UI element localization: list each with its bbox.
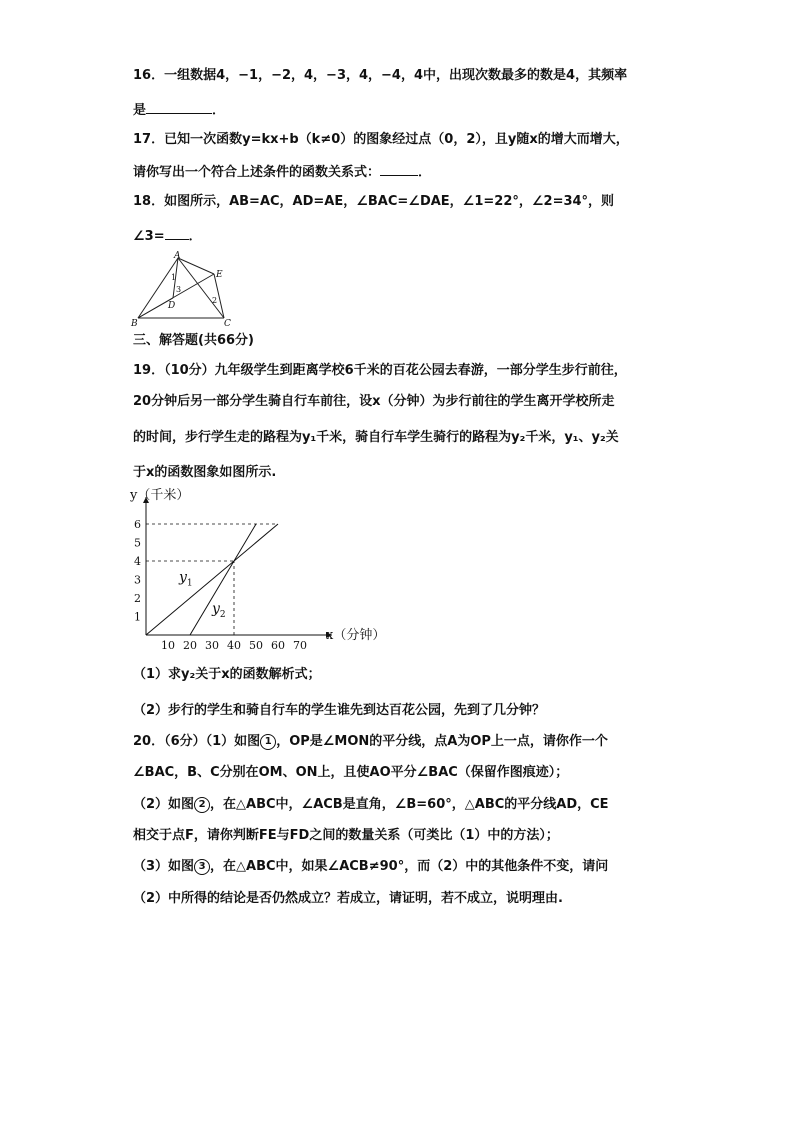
- label-angle3: 3: [176, 285, 182, 294]
- label-d: D: [168, 301, 176, 311]
- q20-line1: [133, 732, 608, 752]
- x-tick-label: 20: [183, 639, 197, 652]
- q16-answer-blank[interactable]: [146, 99, 212, 114]
- q17-answer-blank[interactable]: [380, 161, 418, 176]
- q19-sub2: （2）步行的学生和骑自行车的学生谁先到达百花公园，先到了几分钟？: [133, 703, 546, 718]
- q18-line2-prefix: ∠3=: [133, 229, 165, 244]
- q19-line4: 于x的函数图象如图所示.: [133, 465, 277, 480]
- series-label-y1: $y_1$: [179, 569, 193, 589]
- y-axis-label: y（千米）: [130, 488, 190, 503]
- x-tick-label: 40: [227, 639, 241, 652]
- q19-line3: 的时间，步行学生走的路程为y₁千米，骑自行车学生骑行的路程为y₂千米，y₁、y₂关: [133, 430, 619, 445]
- q19-distance-time-chart: [128, 485, 386, 655]
- y-tick-label: 4: [134, 555, 141, 568]
- y-tick-label: 3: [134, 573, 141, 587]
- q20-line3-b: ，在△ABC中，∠ACB是直角，∠B=60°，△ABC的平分线AD，CE: [210, 797, 609, 812]
- q19-line2: 20分钟后另一部分学生骑自行车前往，设x（分钟）为步行前往的学生离开学校所走: [133, 394, 615, 409]
- q20-line3: [133, 795, 609, 815]
- q16-line2-suffix: ．: [212, 103, 226, 118]
- q17-line2-suffix: ．: [418, 165, 432, 180]
- q20-figure-ref-3: 3: [194, 859, 210, 875]
- label-e: E: [216, 270, 223, 280]
- q18-geometry-figure: [128, 250, 238, 330]
- label-angle2: 2: [212, 296, 218, 305]
- q20-line1-a: 20．（6分）（1）如图: [133, 734, 261, 749]
- y-tick-label: 5: [134, 536, 141, 550]
- q18-line2: [133, 225, 202, 247]
- q18-answer-blank[interactable]: [165, 225, 189, 240]
- q20-figure-ref-1: 1: [260, 734, 276, 750]
- x-axis-label: x（分钟）: [326, 628, 386, 643]
- x-tick-label: 30: [205, 639, 219, 652]
- q20-line5-b: ，在△ABC中，如果∠ACB≠90°，而（2）中的其他条件不变，请问: [210, 859, 609, 874]
- q16-line2: [133, 99, 225, 121]
- y-tick-label: 1: [134, 610, 141, 624]
- q20-line2: ∠BAC，B、C分别在OM、ON上，且使AO平分∠BAC（保留作图痕迹）；: [133, 765, 569, 780]
- label-a: A: [174, 251, 181, 261]
- q20-figure-ref-2: 2: [194, 797, 210, 813]
- q18-line2-suffix: ．: [188, 229, 202, 244]
- q18-line1: 18．如图所示，AB=AC，AD=AE，∠BAC=∠DAE，∠1=22°，∠2=34°，则: [133, 194, 615, 209]
- q20-line3-a: （2）如图: [133, 797, 195, 812]
- series-label-subscript: 1: [186, 578, 193, 589]
- q16-line1: 16．一组数据4，−1，−2，4，−3，4，−4，4中，出现次数最多的数是4，其频率: [133, 68, 628, 83]
- q20-line6: （2）中所得的结论是否仍然成立？若成立，请证明，若不成立，说明理由.: [133, 891, 563, 906]
- section-3-heading: 三、解答题(共66分): [133, 333, 254, 348]
- q17-line2: [133, 161, 431, 183]
- y-tick-label: 2: [134, 592, 141, 605]
- label-b: B: [131, 319, 138, 329]
- segment-ae: [178, 258, 214, 274]
- label-angle1: 1: [171, 273, 177, 282]
- series-label-y2: $y_2$: [212, 600, 226, 620]
- q17-line2-prefix: 请你写出一个符合上述条件的函数关系式：: [133, 165, 381, 180]
- q16-line2-prefix: 是: [133, 103, 147, 118]
- x-tick-label: 70: [293, 639, 307, 652]
- series-label-subscript: 2: [219, 609, 226, 620]
- x-tick-label: 50: [249, 639, 263, 652]
- x-tick-label: 10: [161, 639, 175, 652]
- q20-line5-a: （3）如图: [133, 859, 195, 874]
- x-tick-label: 60: [271, 639, 285, 652]
- q20-line1-b: ，OP是∠MON的平分线，点A为OP上一点，请你作一个: [276, 734, 608, 749]
- y-tick-label: 6: [134, 518, 141, 531]
- q20-line4: 相交于点F，请你判断FE与FD之间的数量关系（可类比（1）中的方法）；: [133, 828, 559, 843]
- q20-line5: [133, 857, 608, 877]
- q19-sub1: （1）求y₂关于x的函数解析式；: [133, 667, 321, 682]
- series-line-y1: [146, 524, 278, 635]
- label-c: C: [224, 319, 231, 329]
- q17-line1: 17．已知一次函数y=kx+b（k≠0）的图象经过点（0，2），且y随x的增大而增大，: [133, 132, 629, 147]
- q19-line1: 19．（10分）九年级学生到距离学校6千米的百花公园去春游，一部分学生步行前往，: [133, 363, 627, 378]
